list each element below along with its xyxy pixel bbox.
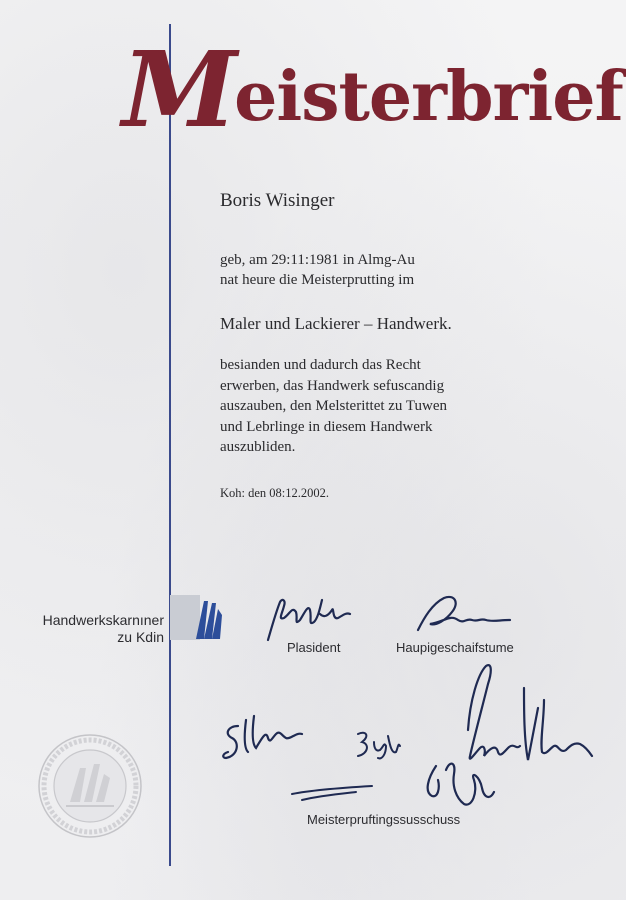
- embossed-seal: [36, 732, 144, 840]
- committee-signature: [288, 780, 380, 804]
- chamber-logo: [170, 595, 226, 640]
- committee-signature: [218, 708, 310, 768]
- rights-line: auszauben, den Melsterittet zu Tuwen: [220, 398, 448, 414]
- issuer-name: [20, 612, 164, 646]
- rights-line: und Lebrlinge in diesem Handwerk: [220, 418, 433, 435]
- birth-and-exam-block: [220, 250, 415, 290]
- rights-line: erwerben, das Handwerk sefuscandig: [220, 377, 445, 394]
- president-signature: [262, 592, 354, 644]
- committee-caption: Meisterpruftingssusschuss: [307, 812, 461, 827]
- managing-director-signature: [410, 590, 520, 636]
- place-date: Koh: den 08:12.2002.: [220, 486, 330, 500]
- birth-line: geb, am 29:11:1981 in Almg-Au: [220, 252, 415, 268]
- trade-name: Maler und Lackierer – Handwerk.: [220, 314, 452, 333]
- title-rest: eisterbrief: [234, 57, 623, 137]
- exam-line: nat heure die Meisterprutting im: [220, 272, 415, 288]
- committee-signature: [420, 660, 596, 812]
- rights-line: besianden und dadurch das Recht: [220, 357, 421, 373]
- recipient-name: Boris Wisinger: [220, 190, 335, 211]
- rights-line: auszubliden.: [220, 439, 296, 455]
- rights-paragraph: [220, 355, 447, 458]
- managing-director-caption: Haupigeschaifstume: [396, 640, 514, 655]
- issuer-line-2: zu Kdin: [117, 629, 164, 645]
- committee-signature: [352, 724, 404, 764]
- certificate-title: [122, 28, 623, 151]
- issuer-line-1: Handwerkskarnıner: [42, 612, 164, 628]
- president-caption: Plasident: [287, 640, 341, 655]
- title-initial: M: [122, 28, 237, 151]
